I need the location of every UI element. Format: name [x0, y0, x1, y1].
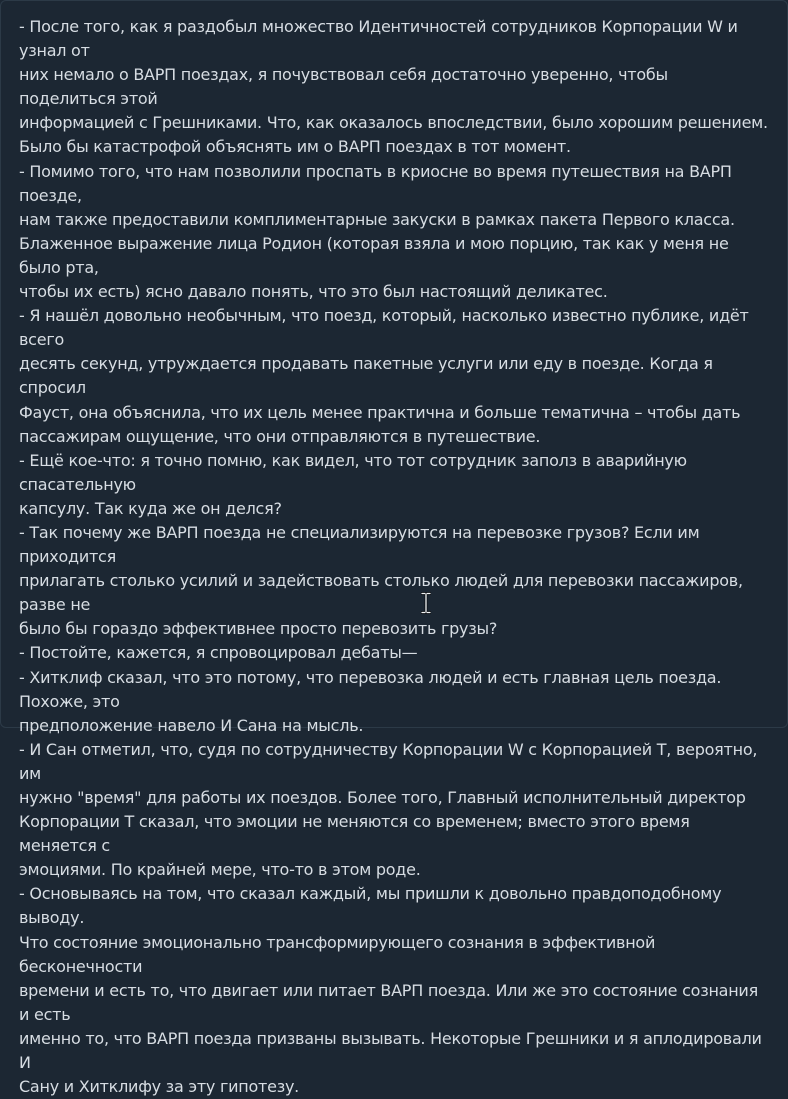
text-paragraph: - Хитклиф сказал, что это потому, что перевозка людей и есть главная цель поезда. Похоже, это предположение навело И Сана на мысль.	[19, 667, 722, 735]
text-paragraph: - После того, как я раздобыл множество Идентичностей сотрудников Корпорации W и узнал от них немало о ВАРП поездах, я почувствовал себя достаточно уверенно, чтобы поделиться этой информацией с Грешниками. Что, как оказалось впоследствии, было хорошим решением. Было бы катастрофой объяснять им о ВАРП поездах в тот момент.	[19, 17, 768, 157]
text-paragraph: - Основываясь на том, что сказал каждый, мы пришли к довольно правдоподобному выводу. Что состояние эмоционально трансформирующего сознания в эффективной бесконечности времени и есть то, что двигает или питает ВАРП поезда. Или же это состояние сознания и есть именно то, что ВАРП поезда призваны вызывать. Некоторые Грешники и я аплодировали И Сану и Хитклифу за эту гипотезу.	[19, 884, 762, 1097]
text-paragraph: - Я нашёл довольно необычным, что поезд, который, насколько известно публике, идёт всего десять секунд, утруждается продавать пакетные услуги или еду в поезде. Когда я спросил Фауст, она объяснила, что их цель менее практична и больше тематична – чтобы дать пассажирам ощущение, что они отправляются в путешествие.	[19, 306, 749, 446]
text-paragraph: - Ещё кое-что: я точно помню, как видел, что тот сотрудник заполз в аварийную спасательную капсулу. Так куда же он делся?	[19, 450, 687, 518]
text-paragraph: - Помимо того, что нам позволили проспать в криосне во время путешествия на ВАРП поезде, нам также предоставили комплиментарные закуски в рамках пакета Первого класса. Блаженное выражение лица Родион (которая взяла и мою порцию, так как у меня не было рта, чтобы их есть) ясно давало понять, что это был настоящий деликатес.	[19, 161, 735, 302]
text-paragraph: - И Сан отметил, что, судя по сотрудничеству Корпорации W с Корпорацией T, вероятно, им нужно "время" для работы их поездов. Более того, Главный исполнительный директор Корпорации T сказал, что эмоции не меняются со временем; вместо этого время меняется с эмоциями. По крайней мере, что-то в этом роде.	[19, 739, 758, 880]
text-paragraph: - Постойте, кажется, я спровоцировал дебаты—	[19, 643, 418, 663]
text-paragraph: - Так почему же ВАРП поезда не специализируются на перевозке грузов? Если им приходится прилагать столько усилий и задействовать столько людей для перевозки пассажиров, разве не было бы гораздо эффективнее просто перевозить грузы?	[19, 522, 743, 639]
